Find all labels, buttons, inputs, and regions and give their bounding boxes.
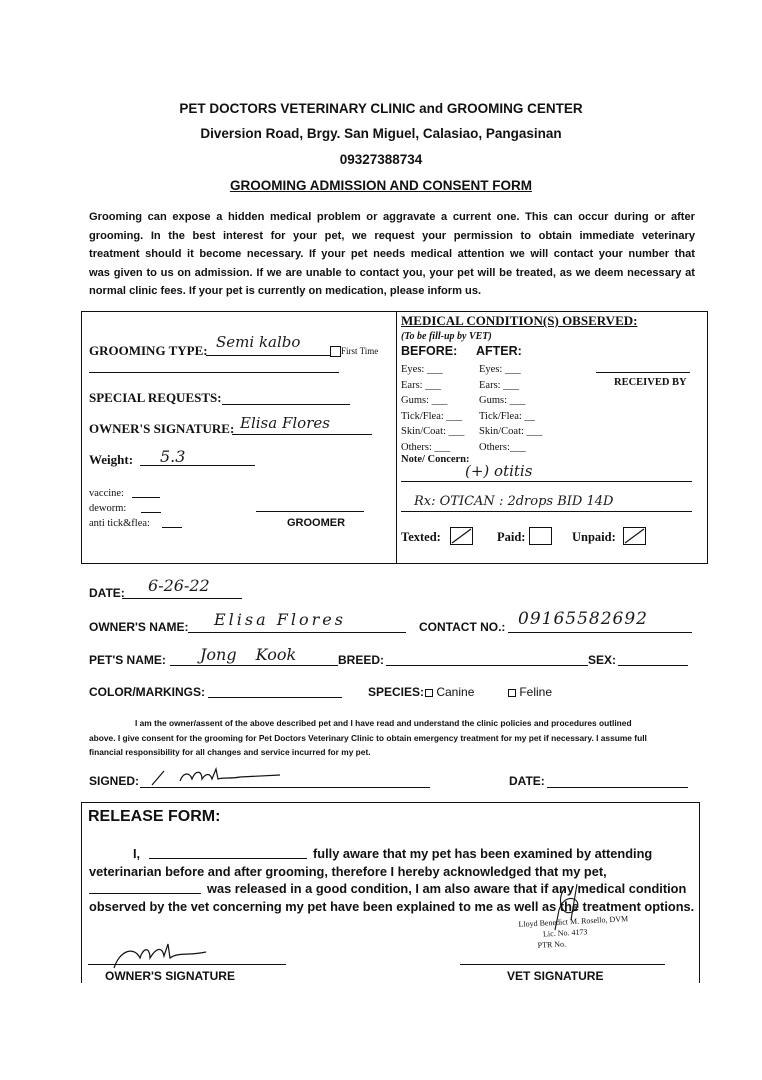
- clinic-phone: 09327388734: [339, 152, 423, 167]
- after-item: Skin/Coat: ___: [479, 426, 543, 437]
- date-label: DATE:: [89, 586, 125, 600]
- contact-value[interactable]: 09165582692: [518, 609, 648, 629]
- intro-line: grooming. In the best interest for your pet, we request your permission to obtain immediate veterinary: [89, 229, 695, 242]
- stamp-ptr: PTR No.: [537, 939, 567, 950]
- after-item: Eyes: ___: [479, 364, 521, 375]
- canine-label: Canine: [436, 685, 475, 699]
- owner-signature-line-release: [88, 964, 286, 965]
- consent-line: above. I give consent for the grooming for Pet Doctors Veterinary Clinic to obtain emergency treatment for my pet if necessary. I assume full: [89, 732, 647, 743]
- unpaid-checkbox[interactable]: [623, 527, 646, 545]
- deworm-label: deworm:: [89, 503, 127, 514]
- after-item: Tick/Flea: __: [479, 410, 535, 422]
- box-divider: [396, 311, 397, 564]
- pet-name-line: [170, 665, 338, 666]
- owner-signature-scribble[interactable]: [150, 765, 290, 789]
- groomer-line: [256, 511, 364, 512]
- signed-label: SIGNED:: [89, 774, 140, 788]
- note-label: Note/ Concern:: [401, 454, 470, 465]
- groomer-label: GROOMER: [287, 517, 346, 529]
- canine-checkbox[interactable]: [425, 689, 433, 697]
- clinic-name: PET DOCTORS VETERINARY CLINIC and GROOMING CENTER: [179, 101, 583, 116]
- canine-option[interactable]: [425, 685, 474, 699]
- before-item: Gums: ___: [401, 395, 448, 406]
- owner-name-line: [188, 632, 406, 633]
- consent-line: financial responsibility for all changes and service incurred for my pet.: [89, 747, 371, 757]
- grooming-type-line: [206, 355, 330, 356]
- note-value-2[interactable]: Rx: OTICAN : 2drops BID 14D: [414, 494, 614, 509]
- sex-label: SEX:: [588, 653, 617, 667]
- form-title: GROOMING ADMISSION AND CONSENT FORM: [230, 178, 532, 193]
- before-item: Skin/Coat: ___: [401, 426, 465, 437]
- owner-name-value[interactable]: Elisa Flores: [214, 610, 346, 629]
- weight-line: [140, 465, 255, 466]
- intro-line: normal clinic fees. If your pet is currently on medication, please inform us.: [89, 285, 482, 297]
- before-item: Eyes: ___: [401, 364, 443, 375]
- sex-line: [618, 665, 688, 666]
- contact-label: CONTACT NO.:: [419, 620, 506, 634]
- vet-signature-label: VET SIGNATURE: [507, 969, 604, 983]
- grooming-type-label: GROOMING TYPE:: [89, 343, 208, 358]
- stamp-lic: Lic. No. 4173: [542, 927, 588, 939]
- before-item: Others: ___: [401, 441, 451, 453]
- note-line-1: [401, 481, 692, 482]
- intro-line: was given to us on admission. If we are unable to contact you, your pet will be treated, as we deem necessary at: [89, 266, 695, 279]
- intro-line: Grooming can expose a hidden medical problem or aggravate a current one. This can occur during or after: [89, 211, 695, 223]
- texted-checkbox[interactable]: [450, 527, 473, 545]
- breed-line: [386, 665, 588, 666]
- release-pet-blank[interactable]: [89, 882, 201, 894]
- after-list: [479, 362, 542, 455]
- consent-date-label: DATE:: [509, 774, 545, 788]
- antitick-label: anti tick&flea:: [89, 518, 150, 529]
- first-time-option[interactable]: [330, 346, 378, 357]
- breed-label: BREED:: [338, 653, 385, 667]
- weight-value[interactable]: 5.3: [160, 447, 186, 466]
- stamp-name: Lloyd Benedict M. Rosello, DVM: [518, 914, 629, 929]
- intro-paragraph: [89, 208, 695, 301]
- medical-subtitle: (To be fill-up by VET): [401, 331, 492, 342]
- consent-paragraph: [89, 716, 693, 760]
- release-owner-signature-label: OWNER'S SIGNATURE: [105, 969, 235, 983]
- vaccine-label: vaccine:: [89, 488, 124, 499]
- owner-name-label: OWNER'S NAME:: [89, 620, 189, 634]
- medical-title: MEDICAL CONDITION(S) OBSERVED:: [401, 313, 638, 328]
- feline-label: Feline: [519, 685, 553, 699]
- contact-line: [508, 632, 692, 633]
- after-item: Others:___: [479, 441, 526, 453]
- clinic-address: Diversion Road, Brgy. San Miguel, Calasiao, Pangasinan: [200, 126, 562, 141]
- date-value[interactable]: 6-26-22: [148, 576, 210, 595]
- unpaid-label: Unpaid:: [572, 530, 616, 544]
- species-label: SPECIES:: [368, 685, 425, 699]
- feline-checkbox[interactable]: [508, 689, 516, 697]
- special-requests-line: [222, 404, 350, 405]
- received-by-label: RECEIVED BY: [614, 377, 687, 388]
- consent-line: I am the owner/assent of the above described pet and I have read and understand the clinic policies and procedures outlined: [135, 718, 632, 728]
- vet-signature-scribble: [535, 880, 605, 940]
- owner-signature-value[interactable]: Elisa Flores: [240, 414, 330, 432]
- deworm-line: [141, 512, 161, 513]
- note-value-1[interactable]: (+) otitis: [465, 462, 533, 480]
- color-line: [208, 697, 342, 698]
- release-name-blank[interactable]: [149, 847, 307, 859]
- intro-line: treatment should it become necessary. If your pet needs medical attention we will contact your number that: [89, 248, 695, 260]
- received-by-line: [596, 372, 690, 373]
- owner-signature-label: OWNER'S SIGNATURE:: [89, 421, 235, 436]
- before-item: Tick/Flea: ___: [401, 410, 463, 422]
- vet-signature-line: [460, 964, 665, 965]
- release-line-2: veterinarian before and after grooming, therefore I hereby acknowledged that my pet,: [89, 863, 607, 879]
- after-item: Ears: ___: [479, 379, 519, 391]
- special-requests-label: SPECIAL REQUESTS:: [89, 390, 222, 405]
- pet-name-label: PET'S NAME:: [89, 653, 166, 667]
- owner-signature-line: [232, 434, 372, 435]
- consent-date-line: [547, 787, 688, 788]
- before-item: Ears: ___: [401, 379, 441, 391]
- weight-label: Weight:: [89, 452, 134, 467]
- release-line-3: was released in a good condition, I am also aware that if any medical condition: [89, 880, 685, 898]
- first-time-checkbox[interactable]: [330, 346, 341, 357]
- before-label: BEFORE:: [401, 344, 458, 358]
- release-title: RELEASE FORM:: [88, 808, 221, 825]
- after-label: AFTER:: [476, 344, 522, 358]
- color-label: COLOR/MARKINGS:: [89, 685, 205, 699]
- release-line-4: observed by the vet concerning my pet have been explained to me as well as the treatment options.: [89, 898, 695, 914]
- antitick-line: [162, 527, 182, 528]
- paid-label: Paid:: [497, 530, 526, 544]
- vaccine-line: [132, 497, 160, 498]
- feline-option[interactable]: [508, 685, 552, 699]
- pet-name-value[interactable]: Jong Kook: [200, 645, 297, 664]
- first-time-label: First Time: [341, 346, 379, 356]
- note-line-2: [401, 511, 692, 512]
- paid-checkbox[interactable]: [529, 527, 552, 545]
- after-item: Gums: ___: [479, 395, 526, 406]
- grooming-type-value[interactable]: Semi kalbo: [216, 333, 301, 351]
- texted-label: Texted:: [401, 530, 441, 544]
- grooming-extra-line: [89, 372, 339, 373]
- before-list: [401, 362, 464, 455]
- date-line: [122, 598, 242, 599]
- release-line-1: I, fully aware that my pet has been examined by attending: [133, 846, 653, 861]
